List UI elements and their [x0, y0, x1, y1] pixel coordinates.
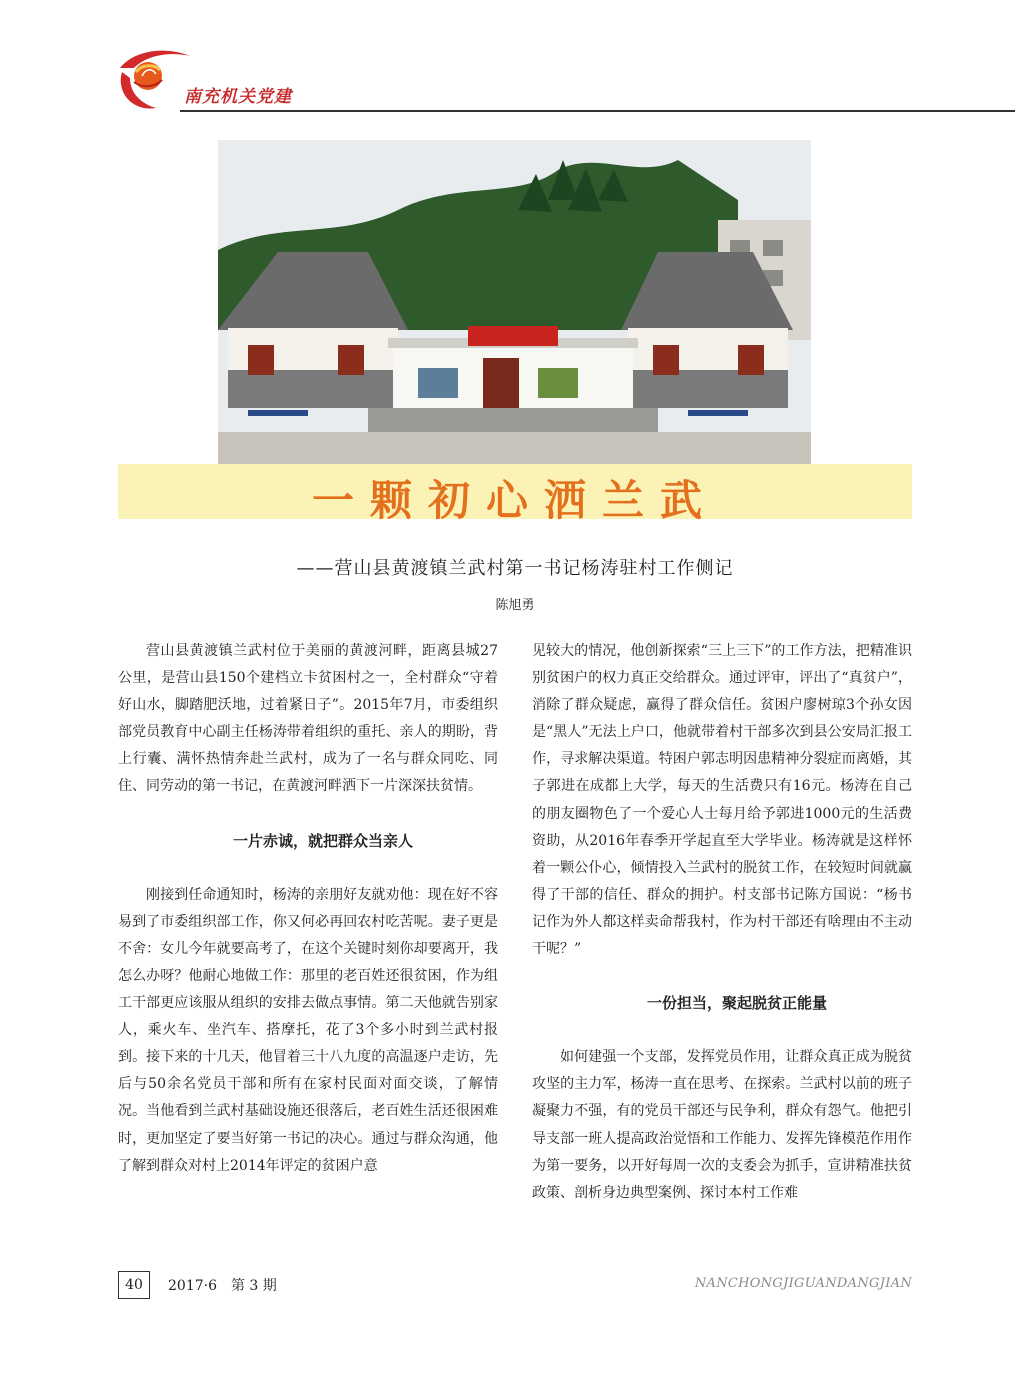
paragraph: 营山县黄渡镇兰武村位于美丽的黄渡河畔，距离县城27公里，是营山县150个建档立卡贫困村之一，全村群众“守着好山水，脚踏肥沃地，过着紧日子”。2015年7月，市委组织部党员教育中心副主任杨涛带着组织的重托、亲人的期盼，背上行囊、满怀热情奔赴兰武村，成为了一名与群众同吃、同住、同劳动的第一书记，在黄渡河畔洒下一片深深扶贫情。 [118, 643, 498, 795]
page-number: 40 [118, 1271, 150, 1299]
article-title: 一颗初心洒兰武 [311, 476, 718, 525]
right-column [532, 638, 912, 1207]
article-author: 陈旭勇 [495, 598, 535, 613]
paragraph: 如何建强一个支部，发挥党员作用，让群众真正成为脱贫攻坚的主力军，杨涛一直在思考、在探索。兰武村以前的班子凝聚力不强，有的党员干部还与民争利，群众有怨气。他把引导支部一班人提高政治觉悟和工作能力、发挥先锋模范作用作为第一要务，以开好每周一次的支委会为抓手，宣讲精准扶贫政策、剖析身边典型案例、探讨本村工作难 [532, 1049, 912, 1201]
issue-label: 2017·6 第 3 期 [168, 1278, 277, 1294]
section-heading: 一片赤诚，就把群众当亲人 [232, 831, 413, 850]
paragraph: 见较大的情况，他创新探索“三上三下”的工作方法，把精准识别贫困户的权力真正交给群众。通过评审，评出了“真贫户”，消除了群众疑虑，赢得了群众信任。贫困户廖树琼3个孙女因是“黑人”无法上户口，他就带着村干部多次到县公安局汇报工作，寻求解决渠道。特困户郭志明因患精神分裂症而离婚，其子郭进在成都上大学，每天的生活费只有16元。杨涛在自己的朋友圈物色了一个爱心人士每月给予郭进1000元的生活费资助，从2016年春季开学起直至大学毕业。杨涛就是这样怀着一颗公仆心，倾情投入兰武村的脱贫工作，在较短时间就赢得了干部的信任、群众的拥护。村支部书记陈方国说：“杨书记作为外人都这样卖命帮我村，作为村干部还有啥理由不主动干呢？” [532, 643, 912, 958]
article-subtitle: ——营山县黄渡镇兰武村第一书记杨涛驻村工作侧记 [296, 558, 734, 579]
village-office-illustration [218, 140, 811, 465]
section-heading: 一份担当，聚起脱贫正能量 [646, 994, 827, 1013]
paragraph: 刚接到任命通知时，杨涛的亲朋好友就劝他：现在好不容易到了市委组织部工作，你又何必再回农村吃苦呢。妻子更是不舍：女儿今年就要高考了，在这个关键时刻你却要离开，我怎么办呀？他耐心地做工作：那里的老百姓还很贫困，作为组工干部更应该服从组织的安排去做点事情。第二天他就告别家人，乘火车、坐汽车、搭摩托，花了3个多小时到兰武村报到。接下来的十几天，他冒着三十八九度的高温逐户走访，先后与50余名党员干部和所有在家村民面对面交谈，了解情况。当他看到兰武村基础设施还很落后，老百姓生活还很困难时，更加坚定了要当好第一书记的决心。通过与群众沟通，他了解到群众对村上2014年评定的贫困户意 [118, 886, 498, 1174]
page-header [0, 0, 1015, 115]
journal-pinyin: NANCHONGJIGUANDANGJIAN [694, 1276, 912, 1291]
party-logo-icon [112, 42, 194, 114]
village-office-photo [218, 140, 811, 465]
left-column [118, 638, 498, 1180]
journal-title: 南充机关党建 [184, 87, 292, 107]
header-divider [180, 110, 1015, 112]
